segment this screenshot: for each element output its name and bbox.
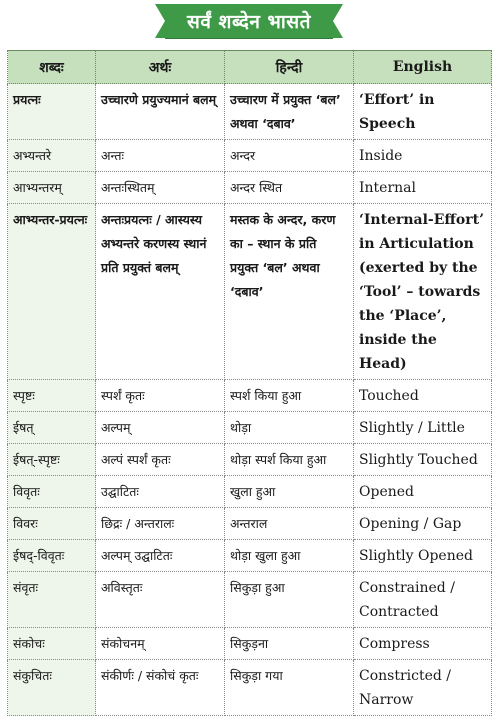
cell-word: संकोचः — [8, 628, 96, 660]
cell-english: Constricted / Narrow — [354, 660, 492, 716]
table-row — [8, 172, 492, 204]
cell-meaning: अल्पम् उद्घाटितः — [96, 540, 225, 572]
table-body — [8, 84, 492, 716]
cell-meaning: अल्पम् — [96, 412, 225, 444]
cell-hindi: अन्दर स्थित — [225, 172, 354, 204]
cell-word: विवरः — [8, 508, 96, 540]
table-row — [8, 628, 492, 660]
cell-word: स्पृष्टः — [8, 380, 96, 412]
cell-hindi: सिकुड़ना — [225, 628, 354, 660]
table-row — [8, 204, 492, 380]
cell-meaning: संकीर्णः / संकोचं कृतः — [96, 660, 225, 716]
cell-english: Opened — [354, 476, 492, 508]
cell-hindi: थोड़ा — [225, 412, 354, 444]
cell-english: Opening / Gap — [354, 508, 492, 540]
cell-word: ईषद्-विवृतः — [8, 540, 96, 572]
cell-meaning: अविस्तृतः — [96, 572, 225, 628]
cell-meaning: अन्तःस्थितम् — [96, 172, 225, 204]
header-row — [8, 51, 492, 84]
table-row — [8, 444, 492, 476]
cell-word: प्रयत्नः — [8, 84, 96, 140]
cell-hindi: थोड़ा खुला हुआ — [225, 540, 354, 572]
table-row — [8, 380, 492, 412]
cell-english: Slightly / Little — [354, 412, 492, 444]
table-row — [8, 140, 492, 172]
cell-english: ‘Effort’ in Speech — [354, 84, 492, 140]
cell-hindi: उच्चारण में प्रयुक्त ‘बल’ अथवा ‘दबाव’ — [225, 84, 354, 140]
header-word: शब्दः — [8, 51, 96, 84]
cell-english: Compress — [354, 628, 492, 660]
table-row — [8, 660, 492, 716]
cell-english: Constrained / Contracted — [354, 572, 492, 628]
vocabulary-table — [7, 50, 492, 716]
table-row — [8, 412, 492, 444]
cell-english: Slightly Touched — [354, 444, 492, 476]
header-english: English — [354, 51, 492, 84]
cell-english: Inside — [354, 140, 492, 172]
cell-english: Touched — [354, 380, 492, 412]
cell-hindi: अन्दर — [225, 140, 354, 172]
table-row — [8, 476, 492, 508]
cell-word: ईषत् — [8, 412, 96, 444]
cell-hindi: सिकुड़ा हुआ — [225, 572, 354, 628]
header-hindi: हिन्दी — [225, 51, 354, 84]
cell-word: आभ्यन्तरम् — [8, 172, 96, 204]
cell-hindi: थोड़ा स्पर्श किया हुआ — [225, 444, 354, 476]
cell-meaning: छिद्रः / अन्तरालः — [96, 508, 225, 540]
table-row — [8, 84, 492, 140]
cell-word: संकुचितः — [8, 660, 96, 716]
cell-meaning: उद्घाटितः — [96, 476, 225, 508]
cell-meaning: उच्चारणे प्रयुज्यमानं बलम् — [96, 84, 225, 140]
cell-hindi: खुला हुआ — [225, 476, 354, 508]
cell-hindi: अन्तराल — [225, 508, 354, 540]
cell-word: संवृतः — [8, 572, 96, 628]
cell-word: अभ्यन्तरे — [8, 140, 96, 172]
header-meaning: अर्थः — [96, 51, 225, 84]
cell-meaning: अन्तःप्रयत्नः / आस्यस्य अभ्यन्तरे करणस्य स्थानं प्रति प्रयुक्तं बलम् — [96, 204, 225, 380]
cell-english: Slightly Opened — [354, 540, 492, 572]
cell-word: ईषत्-स्पृष्टः — [8, 444, 96, 476]
cell-hindi: मस्तक के अन्दर, करण का – स्थान के प्रति प्रयुक्त ‘बल’ अथवा ‘दबाव’ — [225, 204, 354, 380]
cell-word: आभ्यन्तर-प्रयत्नः — [8, 204, 96, 380]
cell-english: Internal — [354, 172, 492, 204]
table-row — [8, 572, 492, 628]
cell-hindi: स्पर्श किया हुआ — [225, 380, 354, 412]
cell-word: विवृतः — [8, 476, 96, 508]
cell-meaning: अन्तः — [96, 140, 225, 172]
title-banner: सर्वं शब्देन भासते — [165, 4, 333, 38]
cell-english: ‘Internal-Effort’ in Articulation (exerted by the ‘Tool’ – towards the ‘Place’, inside the Head) — [354, 204, 492, 380]
cell-hindi: सिकुड़ा गया — [225, 660, 354, 716]
cell-meaning: संकोचनम् — [96, 628, 225, 660]
table-row — [8, 508, 492, 540]
title-banner-wrap — [0, 4, 498, 38]
cell-meaning: स्पर्शं कृतः — [96, 380, 225, 412]
table-row — [8, 540, 492, 572]
cell-meaning: अल्पं स्पर्शं कृतः — [96, 444, 225, 476]
